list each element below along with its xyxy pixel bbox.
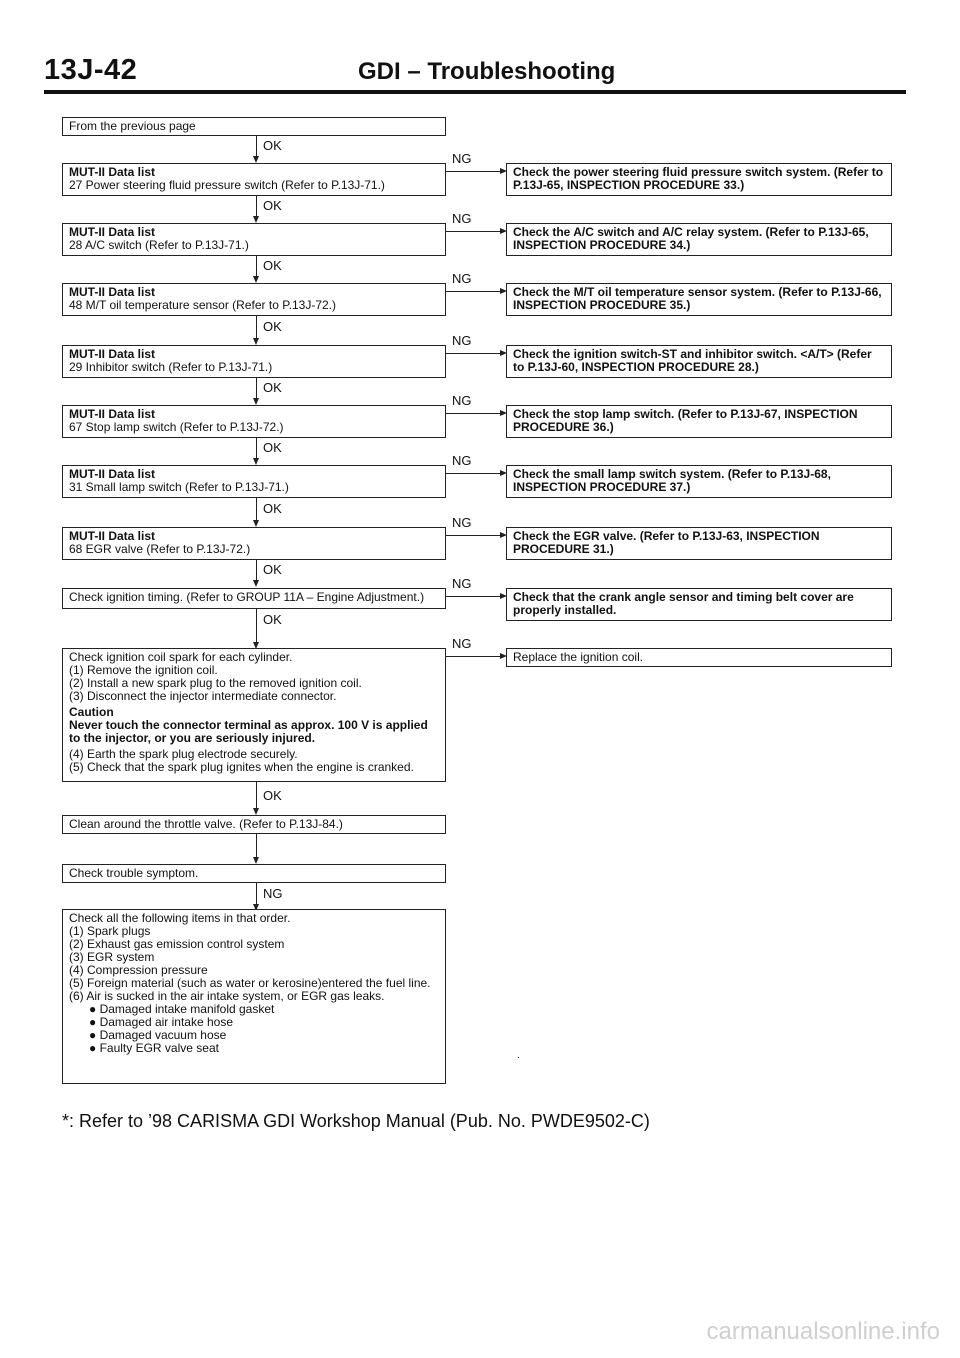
ng-action-box-5: Check the stop lamp switch. (Refer to P.13J-67, INSPECTION PROCEDURE 36.)	[506, 405, 892, 438]
ng-connector	[446, 171, 502, 172]
ng-action-box-4: Check the ignition switch-ST and inhibitor switch. <A/T> (Refer to P.13J-60, INSPECTION PROCEDURE 28.)	[506, 345, 892, 378]
ng-connector	[446, 291, 502, 292]
arrow-down	[253, 808, 259, 815]
throttle-box: Clean around the throttle valve. (Refer to P.13J-84.)	[62, 815, 446, 834]
symptom-box: Check trouble symptom.	[62, 864, 446, 883]
ok-label: OK	[263, 138, 282, 153]
ng-label: NG	[452, 453, 472, 468]
ng-label: NG	[452, 271, 472, 286]
final-check-box: Check all the following items in that order. (1) Spark plugs (2) Exhaust gas emission control system (3) EGR system (4) Compression pressure (5) Foreign material (such as water or kerosine)entered the fuel line. (6) Air is sucked in the air intake system, or EGR gas leaks. ● Damaged intake manifold gasket ● Damaged air intake hose ● Damaged vacuum hose ● Faulty EGR valve seat	[62, 909, 446, 1084]
ng-label: NG	[452, 636, 472, 651]
ng-action-box-6: Check the small lamp switch system. (Refer to P.13J-68, INSPECTION PROCEDURE 37.)	[506, 465, 892, 498]
ng-label: NG	[452, 576, 472, 591]
ng-label: NG	[452, 393, 472, 408]
ng-action-box-9: Replace the ignition coil.	[506, 648, 892, 667]
flow-connector	[256, 782, 257, 811]
ng-connector	[446, 656, 502, 657]
step-box-7: MUT-II Data list 68 EGR valve (Refer to P.13J-72.)	[62, 527, 446, 560]
ok-label: OK	[263, 788, 282, 803]
ok-label: OK	[263, 319, 282, 334]
ng-connector	[446, 535, 502, 536]
flow-connector	[256, 609, 257, 645]
step-box-4: MUT-II Data list 29 Inhibitor switch (Refer to P.13J-71.)	[62, 345, 446, 378]
page-number: 13J-42	[44, 54, 138, 86]
section-title: GDI – Troubleshooting	[358, 58, 616, 85]
ok-label: OK	[263, 612, 282, 627]
step-box-1: MUT-II Data list 27 Power steering fluid pressure switch (Refer to P.13J-71.)	[62, 163, 446, 196]
ng-action-box-2: Check the A/C switch and A/C relay system. (Refer to P.13J-65, INSPECTION PROCEDURE 34.)	[506, 223, 892, 256]
ng-label: NG	[263, 886, 283, 901]
ok-label: OK	[263, 562, 282, 577]
step-box-3: MUT-II Data list 48 M/T oil temperature sensor (Refer to P.13J-72.)	[62, 283, 446, 316]
ng-label: NG	[452, 515, 472, 530]
arrow-down	[253, 276, 259, 283]
stray-dot: .	[517, 1050, 520, 1061]
ng-connector	[446, 231, 502, 232]
ng-action-box-1: Check the power steering fluid pressure switch system. (Refer to P.13J-65, INSPECTION PROCEDURE 33.)	[506, 163, 892, 196]
caution-label: Caution	[69, 705, 114, 719]
ng-label: NG	[452, 333, 472, 348]
ng-connector	[446, 413, 502, 414]
start-box: From the previous page	[62, 117, 446, 136]
ok-label: OK	[263, 380, 282, 395]
arrow-down	[253, 520, 259, 527]
ng-connector	[446, 353, 502, 354]
arrow-down	[253, 580, 259, 587]
caution-text: Never touch the connector terminal as approx. 100 V is applied to the injector, or you are seriously injured.	[69, 718, 428, 745]
step-box-2: MUT-II Data list 28 A/C switch (Refer to P.13J-71.)	[62, 223, 446, 256]
ok-label: OK	[263, 258, 282, 273]
ng-action-box-7: Check the EGR valve. (Refer to P.13J-63, INSPECTION PROCEDURE 31.)	[506, 527, 892, 560]
header-rule	[44, 90, 906, 94]
arrow-down	[253, 857, 259, 864]
ng-label: NG	[452, 151, 472, 166]
ok-label: OK	[263, 501, 282, 516]
ng-action-box-8: Check that the crank angle sensor and timing belt cover are properly installed.	[506, 588, 892, 621]
ng-action-box-3: Check the M/T oil temperature sensor system. (Refer to P.13J-66, INSPECTION PROCEDURE 35.)	[506, 283, 892, 316]
step-box-5: MUT-II Data list 67 Stop lamp switch (Refer to P.13J-72.)	[62, 405, 446, 438]
arrow-down	[253, 398, 259, 405]
arrow-down	[253, 156, 259, 163]
ok-label: OK	[263, 440, 282, 455]
spark-check-box: Check ignition coil spark for each cylinder. (1) Remove the ignition coil. (2) Install a new spark plug to the removed ignition coil. (3) Disconnect the injector intermediate connector. Caution Never touch the connector terminal as approx. 100 V is applied to the injector, or you are seriously injured. (4) Earth the spark plug electrode securely. (5) Check that the spark plug ignites when the engine is cranked.	[62, 648, 446, 782]
step-box-6: MUT-II Data list 31 Small lamp switch (Refer to P.13J-71.)	[62, 465, 446, 498]
arrow-down	[253, 338, 259, 345]
ng-connector	[446, 596, 502, 597]
ok-label: OK	[263, 198, 282, 213]
footnote: *: Refer to ’98 CARISMA GDI Workshop Manual (Pub. No. PWDE9502-C)	[62, 1111, 650, 1131]
step-box-8: Check ignition timing. (Refer to GROUP 11A – Engine Adjustment.)	[62, 588, 446, 609]
arrow-down	[253, 216, 259, 223]
ng-label: NG	[452, 211, 472, 226]
arrow-down	[253, 458, 259, 465]
ng-connector	[446, 473, 502, 474]
watermark: carmanualsonline.info	[706, 1318, 940, 1345]
